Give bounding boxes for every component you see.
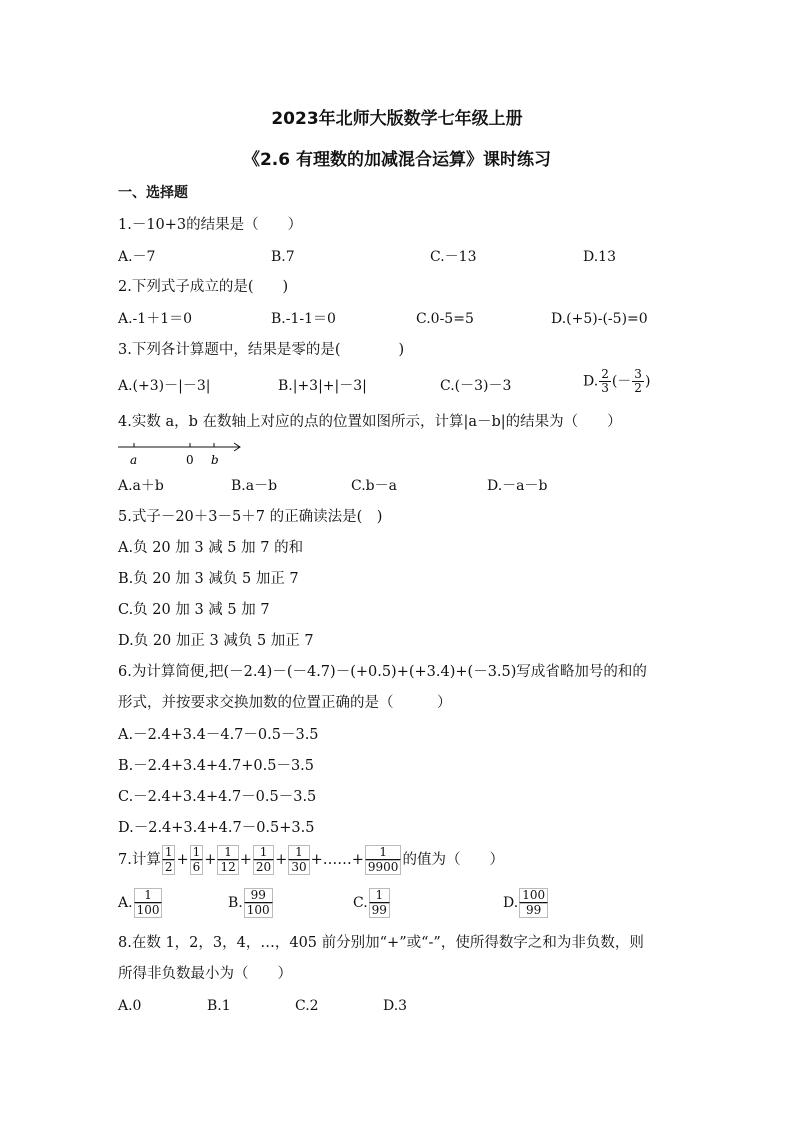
q3-stem: 3.下列各计算题中，结果是零的是( ) bbox=[118, 342, 405, 358]
q5-option-b: B.负 20 加 3 减负 5 加正 7 bbox=[118, 571, 299, 587]
numerator: 99 bbox=[244, 888, 273, 903]
fraction bbox=[217, 845, 238, 875]
fraction bbox=[244, 888, 273, 918]
q8-option-c: C.2 bbox=[295, 998, 319, 1014]
denominator: 9900 bbox=[365, 860, 402, 875]
denominator: 6 bbox=[190, 860, 204, 875]
denominator: 100 bbox=[134, 903, 163, 918]
numerator: 1 bbox=[162, 845, 176, 860]
option-letter: A. bbox=[118, 895, 133, 911]
option-letter: B. bbox=[228, 895, 243, 911]
q3-d-mid: (－ bbox=[611, 373, 632, 390]
doc-subtitle: 《2.6 有理数的加减混合运算》课时练习 bbox=[242, 150, 552, 170]
option-letter: D. bbox=[503, 895, 519, 911]
q1-option-b: B.7 bbox=[271, 249, 295, 265]
q6-option-c: C.－2.4+3.4+4.7－0.5－3.5 bbox=[118, 789, 317, 805]
denominator: 2 bbox=[162, 860, 176, 875]
q6-option-a: A.－2.4+3.4－4.7－0.5－3.5 bbox=[118, 727, 319, 743]
q2-stem: 2.下列式子成立的是( ) bbox=[118, 279, 289, 295]
q4-option-d: D.－a－b bbox=[487, 478, 548, 494]
denominator: 12 bbox=[217, 860, 238, 875]
fraction bbox=[134, 888, 163, 918]
q8-stem-line2: 所得非负数最小为（ ） bbox=[118, 966, 292, 982]
q4-option-c: C.b－a bbox=[351, 478, 397, 494]
numerator: 1 bbox=[365, 845, 402, 860]
q7-option-c bbox=[353, 888, 391, 918]
q8-stem-line1: 8.在数 1，2，3，4，…，405 前分别加“+”或“-”，使所得数字之和为非负数，则 bbox=[118, 935, 644, 951]
fraction bbox=[369, 888, 390, 918]
number-line bbox=[116, 438, 246, 468]
q3-option-b: B.|+3|+|－3| bbox=[278, 378, 367, 394]
q2-option-d: D.(+5)-(-5)=0 bbox=[551, 311, 648, 327]
q6-stem-line2: 形式，并按要求交换加数的位置正确的是（ ） bbox=[118, 695, 452, 711]
numerator: 100 bbox=[519, 888, 548, 903]
denominator: 3 bbox=[601, 381, 609, 395]
option-letter: C. bbox=[353, 895, 368, 911]
q5-option-d: D.负 20 加正 3 减负 5 加正 7 bbox=[118, 633, 314, 649]
q2-option-c: C.0-5=5 bbox=[416, 311, 474, 327]
q7-option-b bbox=[228, 888, 274, 918]
q3-option-a: A.(+3)－|－3| bbox=[118, 378, 211, 394]
q7-ellipsis: +……+ bbox=[310, 852, 364, 868]
q3-d-prefix: D. bbox=[583, 373, 599, 390]
numerator: 1 bbox=[253, 845, 274, 860]
axis-label-zero: 0 bbox=[186, 453, 194, 467]
fraction bbox=[519, 888, 548, 918]
fraction bbox=[632, 368, 644, 395]
q8-option-a: A.0 bbox=[118, 998, 142, 1014]
q3-option-d bbox=[583, 368, 650, 395]
fraction bbox=[190, 845, 204, 875]
numerator: 1 bbox=[369, 888, 390, 903]
numerator: 1 bbox=[190, 845, 204, 860]
q4-option-b: B.a－b bbox=[231, 478, 278, 494]
q6-stem-line1: 6.为计算简便,把(－2.4)－(－4.7)－(+0.5)+(+3.4)+(－3.5)写成省略加号的和的 bbox=[118, 664, 647, 680]
denominator: 20 bbox=[253, 860, 274, 875]
q3-d-end: ) bbox=[644, 373, 651, 390]
numerator: 3 bbox=[634, 367, 642, 381]
axis-label-a: a bbox=[130, 453, 138, 467]
q4-stem: 4.实数 a，b 在数轴上对应的点的位置如图所示，计算|a－b|的结果为（ ） bbox=[118, 414, 622, 430]
denominator: 99 bbox=[369, 903, 390, 918]
q1-option-c: C.－13 bbox=[430, 249, 477, 265]
numerator: 2 bbox=[601, 367, 609, 381]
denominator: 100 bbox=[244, 903, 273, 918]
fraction bbox=[288, 845, 309, 875]
q5-option-c: C.负 20 加 3 减 5 加 7 bbox=[118, 602, 270, 618]
fraction bbox=[162, 845, 176, 875]
q7-suffix: 的值为（ ） bbox=[402, 852, 504, 868]
numerator: 1 bbox=[288, 845, 309, 860]
q3-option-c: C.(－3)－3 bbox=[440, 378, 512, 394]
q2-option-b: B.-1-1＝0 bbox=[271, 311, 336, 327]
fraction bbox=[253, 845, 274, 875]
q7-prefix: 7.计算 bbox=[118, 852, 161, 868]
q4-option-a: A.a＋b bbox=[118, 478, 164, 494]
axis-label-b: b bbox=[211, 453, 219, 467]
fraction bbox=[599, 368, 611, 395]
q6-option-d: D.－2.4+3.4+4.7－0.5+3.5 bbox=[118, 820, 315, 836]
denominator: 99 bbox=[519, 903, 548, 918]
q7-stem: 7.计算 $\frac{1}{2}$ + $\frac{1}{6}$ + $\frac{1}{12}$ + $\frac{1}{20}$ + $\frac{1}{30}$ +……+ $\frac{1}{9900}$ 的值为（ ） bbox=[118, 845, 504, 874]
q8-option-d: D.3 bbox=[383, 998, 408, 1014]
section-heading: 一、选择题 bbox=[118, 185, 188, 201]
denominator: 2 bbox=[634, 381, 642, 395]
denominator: 30 bbox=[288, 860, 309, 875]
q8-option-b: B.1 bbox=[207, 998, 231, 1014]
q1-option-d: D.13 bbox=[583, 249, 616, 265]
doc-title: 2023年北师大版数学七年级上册 bbox=[271, 109, 523, 129]
q1-option-a: A.－7 bbox=[118, 249, 156, 265]
q7-option-a bbox=[118, 888, 163, 918]
numerator: 1 bbox=[134, 888, 163, 903]
q5-option-a: A.负 20 加 3 减 5 加 7 的和 bbox=[118, 540, 304, 556]
numerator: 1 bbox=[217, 845, 238, 860]
q1-stem: 1.－10+3的结果是（ ） bbox=[118, 217, 303, 233]
q7-option-d bbox=[503, 888, 549, 918]
q5-stem: 5.式子－20＋3－5＋7 的正确读法是( ) bbox=[118, 509, 383, 525]
q6-option-b: B.－2.4+3.4+4.7+0.5－3.5 bbox=[118, 758, 315, 774]
q2-option-a: A.-1＋1＝0 bbox=[118, 311, 193, 327]
fraction bbox=[365, 845, 402, 875]
